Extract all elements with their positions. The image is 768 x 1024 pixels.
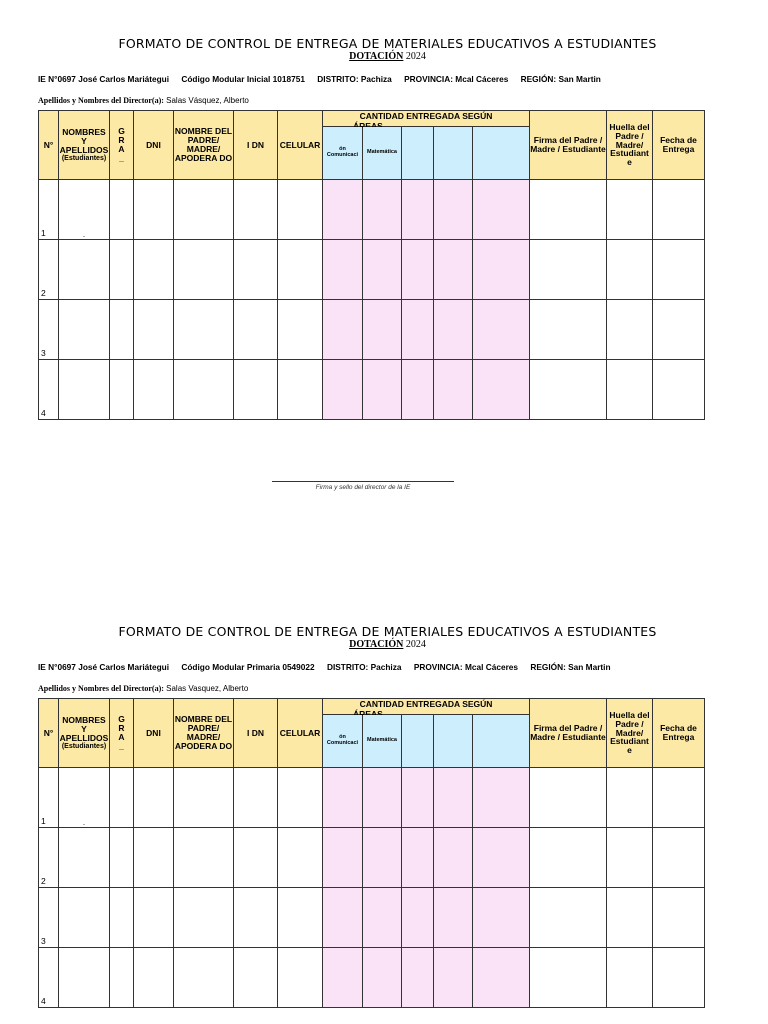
header-dni-padre: I DN	[234, 111, 278, 180]
area-blank-3	[402, 715, 434, 768]
dni-cell[interactable]	[134, 300, 174, 360]
fecha-cell[interactable]	[653, 360, 705, 420]
codigo-modular: Código Modular Inicial 1018751	[181, 74, 305, 84]
director-line	[38, 684, 248, 693]
area-blank-4	[434, 715, 473, 768]
fecha-cell[interactable]	[653, 888, 705, 948]
area-cell[interactable]	[363, 948, 402, 1008]
student-name-cell[interactable]	[59, 300, 110, 360]
region: REGIÓN: San Martin	[530, 662, 611, 672]
area-blank-4	[434, 127, 473, 180]
fecha-cell[interactable]	[653, 180, 705, 240]
header-firma: Firma del Padre / Madre / Estudiante	[530, 111, 607, 180]
form-subtitle	[0, 639, 768, 650]
grade-cell[interactable]	[110, 948, 134, 1008]
parent-cell[interactable]	[174, 180, 234, 240]
grade-cell[interactable]	[110, 768, 134, 828]
delivery-table	[38, 698, 705, 1008]
area-cell[interactable]	[363, 768, 402, 828]
student-name-cell[interactable]	[59, 948, 110, 1008]
area-cell[interactable]	[402, 300, 434, 360]
fecha-cell[interactable]	[653, 300, 705, 360]
header-dni: DNI	[134, 699, 174, 768]
provincia: PROVINCIA: Mcal Cáceres	[413, 662, 519, 672]
grade-cell[interactable]	[110, 240, 134, 300]
header-nombres-label: NOMBRES Y APELLIDOS	[59, 714, 109, 743]
row-number: 3	[39, 300, 59, 360]
grade-cell[interactable]	[110, 300, 134, 360]
student-name-cell[interactable]	[59, 240, 110, 300]
dni-cell[interactable]	[134, 240, 174, 300]
area-cell[interactable]	[434, 888, 473, 948]
header-num: N°	[39, 111, 59, 180]
area-cell[interactable]	[363, 360, 402, 420]
header-grado: G R A _	[110, 111, 134, 180]
provincia: PROVINCIA: Mcal Cáceres	[404, 74, 509, 84]
parent-cell[interactable]	[174, 768, 234, 828]
area-cell[interactable]	[363, 240, 402, 300]
area-cell[interactable]	[434, 948, 473, 1008]
dotacion-year: 2024	[405, 51, 426, 62]
area-cell[interactable]	[434, 768, 473, 828]
dni-cell[interactable]	[134, 180, 174, 240]
area-cell[interactable]	[434, 360, 473, 420]
area-cell[interactable]	[363, 888, 402, 948]
area-cell[interactable]	[434, 240, 473, 300]
row-number: 2	[39, 828, 59, 888]
region: REGIÓN: San Martin	[520, 74, 601, 84]
area-cell[interactable]	[473, 768, 530, 828]
table-row	[39, 360, 705, 420]
area-cell[interactable]	[402, 828, 434, 888]
header-cantidad	[323, 699, 530, 715]
director-label: Apellidos y Nombres del Director(a):	[38, 684, 164, 693]
area-cell[interactable]	[473, 828, 530, 888]
dotacion-label: DOTACIÓN	[349, 51, 404, 62]
celular-cell[interactable]	[278, 240, 323, 300]
area-cell[interactable]	[402, 768, 434, 828]
distrito: DISTRITO: Pachiza	[326, 662, 402, 672]
firma-cell[interactable]	[530, 360, 607, 420]
parent-dni-cell[interactable]	[234, 888, 278, 948]
director-line	[38, 96, 249, 105]
parent-cell[interactable]	[174, 828, 234, 888]
row-number: 1	[39, 768, 59, 828]
table-row	[39, 888, 705, 948]
parent-cell[interactable]	[174, 360, 234, 420]
grade-cell[interactable]	[110, 888, 134, 948]
celular-cell[interactable]	[278, 948, 323, 1008]
signature-line	[272, 481, 454, 482]
director-name: Salas Vásquez, Alberto	[166, 96, 249, 105]
area-comunicacion: ón Comunicaci	[323, 715, 363, 768]
dni-cell[interactable]	[134, 768, 174, 828]
dotacion-label: DOTACIÓN	[349, 639, 404, 650]
huella-cell[interactable]	[607, 360, 653, 420]
form-title: FORMATO DE CONTROL DE ENTREGA DE MATERIALES EDUCATIVOS A ESTUDIANTES	[118, 624, 657, 639]
header-padre: NOMBRE DEL PADRE/ MADRE/ APODERA DO	[174, 111, 234, 180]
header-nombres	[59, 111, 110, 180]
table-row	[39, 180, 705, 240]
table-row	[39, 948, 705, 1008]
area-cell[interactable]	[473, 240, 530, 300]
celular-cell[interactable]	[278, 828, 323, 888]
area-matematica: Matemática	[363, 127, 402, 180]
area-cell[interactable]	[323, 240, 363, 300]
firma-cell[interactable]	[530, 768, 607, 828]
ie-name: IE N°0697 José Carlos Mariátegui	[38, 662, 170, 672]
dni-cell[interactable]	[134, 828, 174, 888]
grade-cell[interactable]	[110, 828, 134, 888]
codigo-modular: Código Modular Primaria 0549022	[181, 662, 315, 672]
parent-dni-cell[interactable]	[234, 300, 278, 360]
area-cell[interactable]	[402, 888, 434, 948]
table-row	[39, 828, 705, 888]
header-cantidad-label: CANTIDAD ENTREGADA SEGÚN	[359, 111, 493, 121]
celular-cell[interactable]	[278, 180, 323, 240]
area-cell[interactable]	[473, 888, 530, 948]
firma-cell[interactable]	[530, 888, 607, 948]
celular-cell[interactable]	[278, 768, 323, 828]
header-padre: NOMBRE DEL PADRE/ MADRE/ APODERA DO	[174, 699, 234, 768]
area-blank-5	[473, 715, 530, 768]
student-name-cell[interactable]	[59, 828, 110, 888]
ie-name: IE N°0697 José Carlos Mariátegui	[38, 74, 170, 84]
area-cell[interactable]	[363, 828, 402, 888]
firma-cell[interactable]	[530, 948, 607, 1008]
area-cell[interactable]	[402, 360, 434, 420]
row-number: 2	[39, 240, 59, 300]
signature-caption: Firma y sello del director de la IE	[315, 484, 411, 491]
distrito: DISTRITO: Pachiza	[317, 74, 392, 84]
area-cell[interactable]	[402, 240, 434, 300]
row-number: 3	[39, 888, 59, 948]
header-firma: Firma del Padre / Madre / Estudiante	[530, 699, 607, 768]
area-cell[interactable]	[402, 948, 434, 1008]
institution-info	[38, 74, 611, 84]
parent-cell[interactable]	[174, 300, 234, 360]
header-celular: CELULAR	[278, 111, 323, 180]
area-cell[interactable]	[323, 300, 363, 360]
area-cell[interactable]	[473, 300, 530, 360]
area-cell[interactable]	[363, 300, 402, 360]
huella-cell[interactable]	[607, 768, 653, 828]
header-huella: Huella del Padre / Madre/ Estudiant e	[607, 699, 653, 768]
area-cell[interactable]	[434, 300, 473, 360]
grade-cell[interactable]	[110, 180, 134, 240]
student-name-cell[interactable]: .	[59, 768, 110, 828]
dni-cell[interactable]	[134, 888, 174, 948]
fecha-cell[interactable]	[653, 240, 705, 300]
director-name: Salas Vasquez, Alberto	[166, 684, 249, 693]
student-name-cell[interactable]: .	[59, 180, 110, 240]
grade-cell[interactable]	[110, 360, 134, 420]
area-cell[interactable]	[323, 828, 363, 888]
row-number: 1	[39, 180, 59, 240]
area-cell[interactable]	[473, 180, 530, 240]
header-estudiantes: (Estudiantes)	[61, 742, 107, 750]
celular-cell[interactable]	[278, 300, 323, 360]
header-estudiantes: (Estudiantes)	[61, 154, 107, 162]
firma-cell[interactable]	[530, 240, 607, 300]
table-row	[39, 240, 705, 300]
form-title: FORMATO DE CONTROL DE ENTREGA DE MATERIALES EDUCATIVOS A ESTUDIANTES	[118, 36, 657, 51]
parent-dni-cell[interactable]	[234, 948, 278, 1008]
area-cell[interactable]	[323, 948, 363, 1008]
huella-cell[interactable]	[607, 180, 653, 240]
area-cell[interactable]	[323, 888, 363, 948]
form-subtitle	[0, 51, 768, 62]
area-cell[interactable]	[473, 360, 530, 420]
institution-info	[38, 662, 621, 672]
header-grado: G R A _	[110, 699, 134, 768]
firma-cell[interactable]	[530, 300, 607, 360]
header-dni-padre: I DN	[234, 699, 278, 768]
director-label: Apellidos y Nombres del Director(a):	[38, 96, 164, 105]
parent-dni-cell[interactable]	[234, 768, 278, 828]
header-fecha: Fecha de Entrega	[653, 111, 705, 180]
delivery-table	[38, 110, 705, 420]
header-num: N°	[39, 699, 59, 768]
row-number: 4	[39, 360, 59, 420]
header-dni: DNI	[134, 111, 174, 180]
dni-cell[interactable]	[134, 360, 174, 420]
huella-cell[interactable]	[607, 888, 653, 948]
fecha-cell[interactable]	[653, 828, 705, 888]
student-name-cell[interactable]	[59, 360, 110, 420]
fecha-cell[interactable]	[653, 948, 705, 1008]
parent-cell[interactable]	[174, 948, 234, 1008]
area-cell[interactable]	[434, 180, 473, 240]
area-cell[interactable]	[323, 360, 363, 420]
area-cell[interactable]	[363, 180, 402, 240]
student-name-cell[interactable]	[59, 888, 110, 948]
area-cell[interactable]	[402, 180, 434, 240]
area-blank-3	[402, 127, 434, 180]
header-huella: Huella del Padre / Madre/ Estudiant e	[607, 111, 653, 180]
area-cell[interactable]	[473, 948, 530, 1008]
dotacion-year: 2024	[405, 639, 426, 650]
firma-cell[interactable]	[530, 828, 607, 888]
dni-cell[interactable]	[134, 948, 174, 1008]
huella-cell[interactable]	[607, 828, 653, 888]
area-cell[interactable]	[323, 180, 363, 240]
huella-cell[interactable]	[607, 300, 653, 360]
table-row	[39, 768, 705, 828]
header-fecha: Fecha de Entrega	[653, 699, 705, 768]
table-row	[39, 300, 705, 360]
header-celular: CELULAR	[278, 699, 323, 768]
area-matematica: Matemática	[363, 715, 402, 768]
parent-dni-cell[interactable]	[234, 360, 278, 420]
header-cantidad	[323, 111, 530, 127]
area-blank-5	[473, 127, 530, 180]
area-comunicacion: ón Comunicaci	[323, 127, 363, 180]
parent-cell[interactable]	[174, 240, 234, 300]
firma-cell[interactable]	[530, 180, 607, 240]
parent-cell[interactable]	[174, 888, 234, 948]
header-nombres	[59, 699, 110, 768]
huella-cell[interactable]	[607, 948, 653, 1008]
row-number: 4	[39, 948, 59, 1008]
fecha-cell[interactable]	[653, 768, 705, 828]
header-nombres-label: NOMBRES Y APELLIDOS	[59, 126, 109, 155]
parent-dni-cell[interactable]	[234, 828, 278, 888]
celular-cell[interactable]	[278, 360, 323, 420]
area-cell[interactable]	[323, 768, 363, 828]
area-cell[interactable]	[434, 828, 473, 888]
header-cantidad-label: CANTIDAD ENTREGADA SEGÚN	[359, 699, 493, 709]
huella-cell[interactable]	[607, 240, 653, 300]
parent-dni-cell[interactable]	[234, 240, 278, 300]
parent-dni-cell[interactable]	[234, 180, 278, 240]
celular-cell[interactable]	[278, 888, 323, 948]
